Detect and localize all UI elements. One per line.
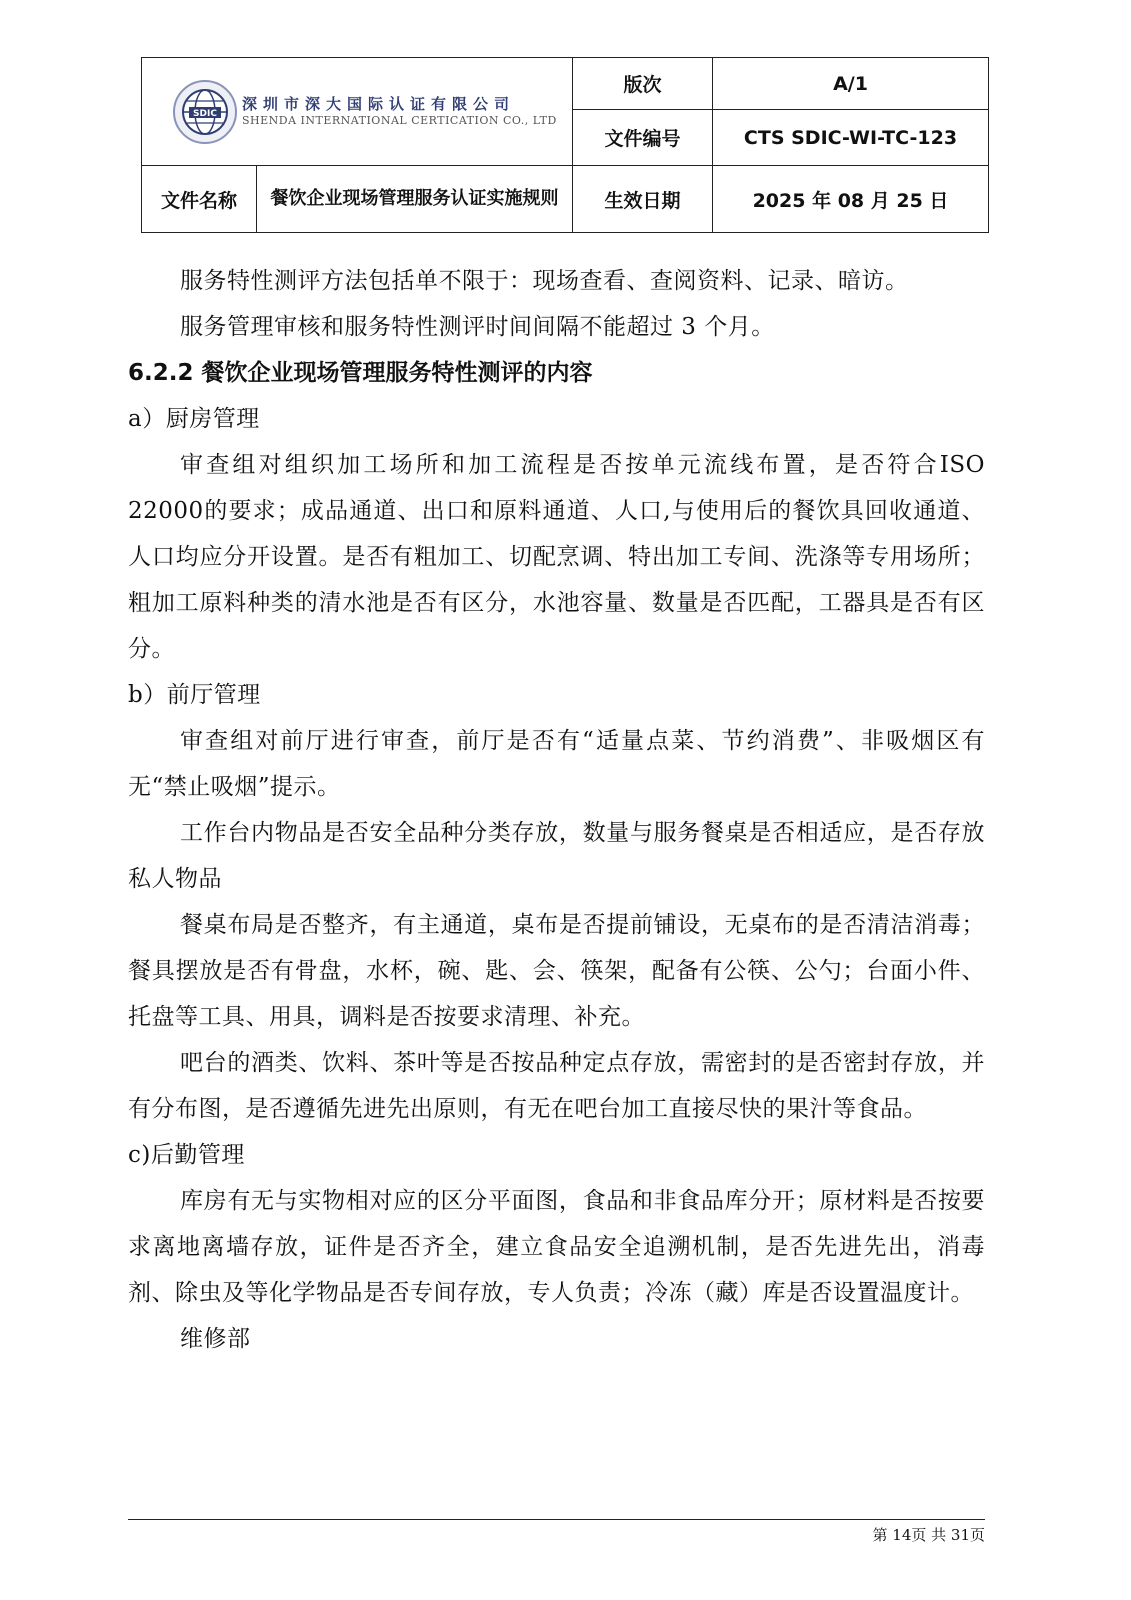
company-name-en: SHENDA INTERNATIONAL CERTICATION CO., LTD [242, 114, 557, 128]
date-label: 生效日期 [573, 166, 713, 233]
version-value: A/1 [713, 58, 989, 110]
paragraph-method: 服务特性测评方法包括单不限于：现场查看、查阅资料、记录、暗访。 [180, 268, 909, 294]
date-value: 2025 年 08 月 25 日 [713, 166, 989, 233]
company-logo-cell [142, 58, 573, 166]
paragraph-maintenance: 维修部 [180, 1326, 251, 1352]
version-label: 版次 [573, 58, 713, 110]
docno-value: CTS SDIC-WI-TC-123 [713, 110, 989, 166]
header-table [141, 57, 989, 233]
paragraph-logistics: 库房有无与实物相对应的区分平面图，食品和非食品库分开；原材料是否按要求离地离墙存放，证件是否齐全，建立食品安全追溯机制，是否先进先出，消毒剂、除虫及等化学物品是否专间存放，专人负责；冷冻（藏）库是否设置温度计。 [128, 1188, 985, 1306]
document-body [128, 258, 985, 1362]
paragraph-front-hall-4: 吧台的酒类、饮料、茶叶等是否按品种定点存放，需密封的是否密封存放，并有分布图，是否遵循先进先出原则，有无在吧台加工直接尽快的果汁等食品。 [128, 1050, 985, 1122]
subsection-logistics: c)后勤管理 [128, 1142, 245, 1168]
subsection-kitchen: a）厨房管理 [128, 406, 260, 432]
paragraph-front-hall-3: 餐桌布局是否整齐，有主通道，桌布是否提前铺设，无桌布的是否清洁消毒；餐具摆放是否有骨盘，水杯，碗、匙、会、筷架，配备有公筷、公勺；台面小件、托盘等工具、用具，调料是否按要求清理、补充。 [128, 912, 985, 1030]
docname-label: 文件名称 [142, 166, 257, 233]
page-number: 第 14页 共 31页 [872, 1526, 985, 1544]
logo-text: SDIC [193, 108, 217, 119]
section-heading-6-2-2: 6.2.2 餐饮企业现场管理服务特性测评的内容 [128, 360, 593, 386]
subsection-front-hall: b）前厅管理 [128, 682, 261, 708]
docname-value: 餐饮企业现场管理服务认证实施规则 [257, 166, 573, 233]
paragraph-front-hall-2: 工作台内物品是否安全品种分类存放，数量与服务餐桌是否相适应，是否存放私人物品 [128, 820, 985, 892]
paragraph-interval: 服务管理审核和服务特性测评时间间隔不能超过 3 个月。 [180, 314, 775, 340]
company-name-cn: 深圳市深大国际认证有限公司 [242, 94, 516, 113]
docno-label: 文件编号 [573, 110, 713, 166]
footer-divider [128, 1519, 985, 1520]
company-logo-icon [172, 79, 238, 145]
paragraph-front-hall-1: 审查组对前厅进行审查，前厅是否有“适量点菜、节约消费”、非吸烟区有无“禁止吸烟”提示。 [128, 728, 985, 800]
paragraph-kitchen: 审查组对组织加工场所和加工流程是否按单元流线布置，是否符合ISO 22000的要求；成品通道、出口和原料通道、人口,与使用后的餐饮具回收通道、人口均应分开设置。是否有粗加工、切配烹调、特出加工专间、洗涤等专用场所；粗加工原料种类的清水池是否有区分，水池容量、数量是否匹配，工器具是否有区分。 [128, 452, 985, 662]
